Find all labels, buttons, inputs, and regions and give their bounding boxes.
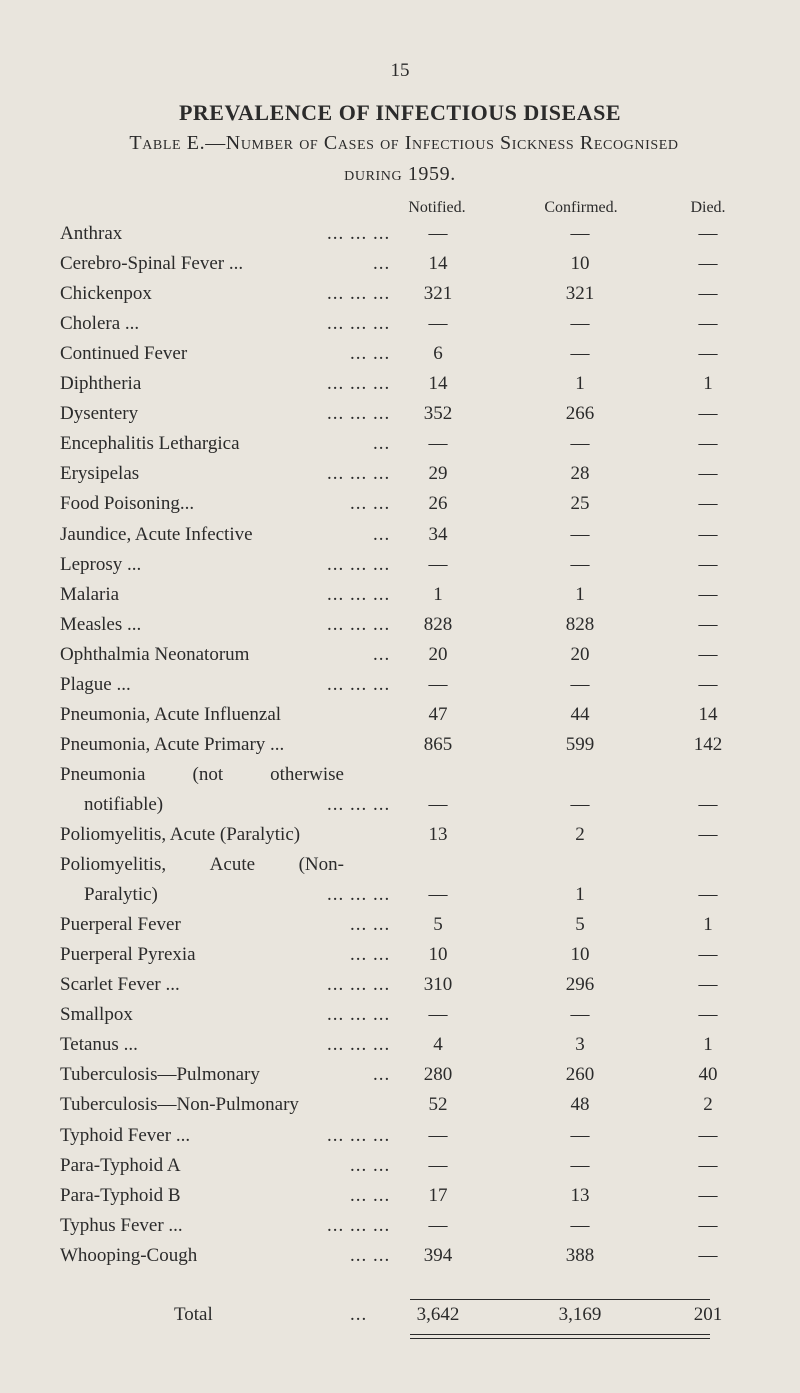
disease-name: Measles ... (60, 613, 142, 635)
cell-died: — (698, 1124, 718, 1146)
table-row (0, 1155, 800, 1185)
cell-confirmed: 1 (575, 373, 585, 395)
cell-notified: — (428, 1004, 448, 1026)
cell-confirmed: 388 (565, 1244, 595, 1266)
leader-dots: ... ... ... (327, 463, 391, 485)
cell-notified: 13 (428, 824, 448, 845)
cell-notified: 34 (428, 523, 448, 545)
cell-notified: 20 (428, 643, 448, 665)
cell-died: — (698, 433, 718, 455)
table-row (0, 1004, 800, 1034)
cell-notified: — (428, 1214, 448, 1236)
disease-name: Anthrax (60, 223, 123, 244)
table-row (0, 1034, 800, 1064)
cell-notified: 352 (423, 403, 453, 425)
cell-died: 1 (703, 373, 713, 395)
cell-notified: — (428, 673, 448, 695)
column-header-died: Died. (690, 199, 726, 216)
disease-name: notifiable) (84, 793, 164, 815)
cell-confirmed: 25 (570, 493, 590, 515)
table-row (0, 644, 800, 674)
cell-notified: 29 (428, 463, 448, 485)
cell-confirmed: — (570, 433, 590, 455)
disease-name: Puerperal Fever (60, 914, 181, 936)
cell-confirmed: 20 (570, 643, 590, 665)
cell-notified: 280 (423, 1064, 453, 1086)
disease-name: Erysipelas (60, 463, 140, 485)
cell-died: — (698, 283, 718, 305)
disease-name: Diphtheria (60, 373, 142, 395)
cell-died: 2 (703, 1094, 713, 1116)
leader-dots: ... ... ... (327, 974, 391, 996)
total-leader-dots: ... (350, 1304, 368, 1325)
cell-died: — (698, 1244, 718, 1266)
cell-died: — (698, 1214, 718, 1236)
table-row (0, 554, 800, 584)
total-underline-1 (410, 1334, 710, 1335)
cell-died: — (698, 974, 718, 996)
disease-name: Encephalitis Lethargica (60, 433, 240, 455)
table-row (0, 343, 800, 373)
leader-dots: ... ... ... (327, 583, 391, 605)
total-label: Total (174, 1304, 213, 1325)
disease-name: Ophthalmia Neonatorum (60, 643, 250, 665)
cell-confirmed: — (570, 1154, 590, 1176)
cell-confirmed: 321 (565, 283, 595, 305)
cell-confirmed: 10 (570, 944, 590, 966)
leader-dots: ... (373, 1064, 391, 1086)
cell-notified: 10 (428, 944, 448, 966)
cell-died: 1 (703, 914, 713, 936)
disease-name: Tetanus ... (60, 1034, 138, 1056)
disease-name: Scarlet Fever ... (60, 974, 180, 996)
cell-confirmed: — (570, 523, 590, 545)
column-header-notified: Notified. (408, 199, 466, 216)
cell-died: — (698, 463, 718, 485)
table-row (0, 914, 800, 944)
cell-confirmed: 44 (570, 703, 590, 725)
table-row (0, 253, 800, 283)
total-row (0, 1304, 800, 1334)
disease-name: Typhoid Fever ... (60, 1124, 191, 1146)
total-top-rule (410, 1299, 710, 1300)
cell-died: — (698, 1004, 718, 1026)
disease-name: Chickenpox (60, 283, 152, 305)
disease-name: Cerebro-Spinal Fever ... (60, 253, 244, 275)
leader-dots: ... ... (350, 914, 391, 936)
leader-dots: ... ... ... (327, 553, 391, 575)
cell-died: — (698, 523, 718, 545)
disease-name-word: (Non- (298, 854, 344, 876)
disease-name: Continued Fever (60, 343, 188, 365)
disease-name: Whooping-Cough (60, 1244, 198, 1266)
disease-name-word: Acute (209, 854, 256, 876)
cell-notified: 865 (423, 733, 453, 755)
total-underline-2 (410, 1338, 710, 1339)
page-title: PREVALENCE OF INFECTIOUS DISEASE (178, 100, 622, 125)
cell-confirmed: — (570, 1214, 590, 1236)
disease-name: Pneumonia, Acute Influenzal (60, 703, 282, 725)
cell-confirmed: — (570, 343, 590, 365)
disease-name: Jaundice, Acute Infective (60, 523, 253, 545)
table-row (0, 283, 800, 313)
cell-notified: 14 (428, 253, 448, 275)
table-row (0, 674, 800, 704)
cell-notified: 394 (423, 1244, 453, 1266)
leader-dots: ... ... ... (327, 673, 391, 695)
disease-name (60, 764, 344, 786)
leader-dots: ... ... ... (327, 1214, 391, 1236)
cell-confirmed: — (570, 223, 590, 244)
cell-confirmed: 48 (570, 1094, 590, 1116)
cell-notified: — (428, 1154, 448, 1176)
leader-dots: ... ... ... (327, 313, 391, 335)
cell-died: — (698, 253, 718, 275)
cell-notified: 6 (433, 343, 443, 365)
disease-name: Para-Typhoid A (60, 1154, 181, 1176)
total-notified: 3,642 (416, 1304, 460, 1325)
disease-name: Typhus Fever ... (60, 1214, 183, 1236)
total-died: 201 (693, 1304, 723, 1325)
disease-name: Tuberculosis—Pulmonary (60, 1064, 260, 1086)
cell-confirmed: 10 (570, 253, 590, 275)
disease-name: Paralytic) (84, 884, 158, 906)
disease-name: Tuberculosis—Non-Pulmonary (60, 1094, 299, 1116)
table-row (0, 854, 800, 884)
cell-confirmed: 3 (575, 1034, 585, 1056)
cell-died: — (698, 493, 718, 515)
table-row (0, 493, 800, 523)
table-row (0, 223, 800, 253)
table-row (0, 373, 800, 403)
table-caption-year: during 1959. (344, 163, 456, 185)
cell-notified: 17 (428, 1184, 448, 1206)
table-row (0, 974, 800, 1004)
table-row (0, 734, 800, 764)
cell-confirmed: 260 (565, 1064, 595, 1086)
leader-dots: ... ... ... (327, 1124, 391, 1146)
table-row (0, 1215, 800, 1245)
cell-died: — (698, 793, 718, 815)
cell-confirmed: 28 (570, 463, 590, 485)
disease-name-word: otherwise (270, 763, 344, 785)
cell-confirmed: 5 (575, 914, 585, 936)
table-row (0, 884, 800, 914)
leader-dots: ... (373, 253, 391, 275)
disease-name: Smallpox (60, 1004, 133, 1026)
leader-dots: ... (373, 433, 391, 455)
leader-dots: ... ... (350, 493, 391, 515)
table-caption: Table E.—Number of Cases of Infectious Sickness Recognised (129, 132, 679, 154)
disease-name (60, 854, 344, 876)
table-row (0, 704, 800, 734)
cell-notified: — (428, 553, 448, 575)
cell-died: — (698, 343, 718, 365)
cell-died: — (698, 643, 718, 665)
disease-name: Dysentery (60, 403, 139, 425)
cell-confirmed: 1 (575, 884, 585, 906)
cell-confirmed: — (570, 793, 590, 815)
disease-name-word: Pneumonia (60, 763, 146, 785)
leader-dots: ... ... (350, 1154, 391, 1176)
disease-name-word: (not (192, 763, 224, 785)
table-row (0, 584, 800, 614)
cell-notified: — (428, 313, 448, 335)
cell-died: — (698, 673, 718, 695)
cell-died: — (698, 223, 718, 244)
cell-confirmed: 828 (565, 613, 595, 635)
cell-notified: 14 (428, 373, 448, 395)
disease-name: Pneumonia, Acute Primary ... (60, 733, 285, 755)
leader-dots: ... ... (350, 1184, 391, 1206)
table-row (0, 794, 800, 824)
cell-confirmed: 2 (575, 824, 585, 845)
cell-notified: — (428, 223, 448, 244)
table-row (0, 1185, 800, 1215)
table-row (0, 1125, 800, 1155)
leader-dots: ... ... (350, 1244, 391, 1266)
cell-notified: 310 (423, 974, 453, 996)
cell-died: — (698, 884, 718, 906)
disease-name: Malaria (60, 583, 120, 605)
leader-dots: ... ... ... (327, 1004, 391, 1026)
cell-notified: 26 (428, 493, 448, 515)
leader-dots: ... ... ... (327, 403, 391, 425)
leader-dots: ... ... ... (327, 373, 391, 395)
cell-confirmed: 1 (575, 583, 585, 605)
cell-notified: 5 (433, 914, 443, 936)
cell-notified: 52 (428, 1094, 448, 1116)
cell-died: — (698, 944, 718, 966)
leader-dots: ... ... ... (327, 884, 391, 906)
leader-dots: ... ... (350, 944, 391, 966)
cell-confirmed: — (570, 313, 590, 335)
cell-died: — (698, 403, 718, 425)
disease-name-word: Poliomyelitis, (60, 854, 167, 876)
table-row (0, 524, 800, 554)
disease-name: Poliomyelitis, Acute (Paralytic) (60, 824, 301, 845)
cell-notified: 1 (433, 583, 443, 605)
cell-notified: 828 (423, 613, 453, 635)
table-row (0, 1064, 800, 1094)
table-row (0, 433, 800, 463)
table-row (0, 764, 800, 794)
disease-name: Para-Typhoid B (60, 1184, 181, 1206)
leader-dots: ... ... ... (327, 223, 391, 244)
table-row (0, 313, 800, 343)
cell-confirmed: 599 (565, 733, 595, 755)
cell-died: — (698, 313, 718, 335)
table-row (0, 403, 800, 433)
column-header-confirmed: Confirmed. (544, 199, 618, 216)
page-number: 15 (390, 60, 410, 81)
cell-confirmed: 13 (570, 1184, 590, 1206)
table-row (0, 463, 800, 493)
table-row (0, 1245, 800, 1275)
cell-died: — (698, 1184, 718, 1206)
disease-name: Leprosy ... (60, 553, 142, 575)
cell-notified: 47 (428, 703, 448, 725)
leader-dots: ... ... ... (327, 613, 391, 635)
cell-notified: 321 (423, 283, 453, 305)
table-row (0, 824, 800, 854)
leader-dots: ... (373, 523, 391, 545)
cell-died: — (698, 1154, 718, 1176)
cell-confirmed: — (570, 553, 590, 575)
cell-notified: — (428, 793, 448, 815)
cell-confirmed: — (570, 673, 590, 695)
cell-died: 40 (698, 1064, 718, 1086)
total-confirmed: 3,169 (558, 1304, 602, 1325)
cell-died: 14 (698, 703, 718, 725)
cell-died: — (698, 613, 718, 635)
cell-died: — (698, 824, 718, 845)
disease-name: Cholera ... (60, 313, 140, 335)
table-row (0, 614, 800, 644)
cell-notified: 4 (433, 1034, 443, 1056)
cell-confirmed: — (570, 1004, 590, 1026)
disease-name: Puerperal Pyrexia (60, 944, 196, 966)
leader-dots: ... ... ... (327, 793, 391, 815)
cell-died: 142 (693, 733, 723, 755)
cell-notified: — (428, 1124, 448, 1146)
table-row (0, 944, 800, 974)
cell-confirmed: — (570, 1124, 590, 1146)
cell-confirmed: 296 (565, 974, 595, 996)
cell-died: — (698, 553, 718, 575)
leader-dots: ... ... ... (327, 1034, 391, 1056)
table-row (0, 1094, 800, 1124)
cell-confirmed: 266 (565, 403, 595, 425)
cell-died: 1 (703, 1034, 713, 1056)
disease-name: Food Poisoning... (60, 493, 195, 515)
leader-dots: ... (373, 643, 391, 665)
cell-notified: — (428, 433, 448, 455)
leader-dots: ... ... ... (327, 283, 391, 305)
leader-dots: ... ... (350, 343, 391, 365)
disease-name: Plague ... (60, 673, 131, 695)
cell-died: — (698, 583, 718, 605)
cell-notified: — (428, 884, 448, 906)
